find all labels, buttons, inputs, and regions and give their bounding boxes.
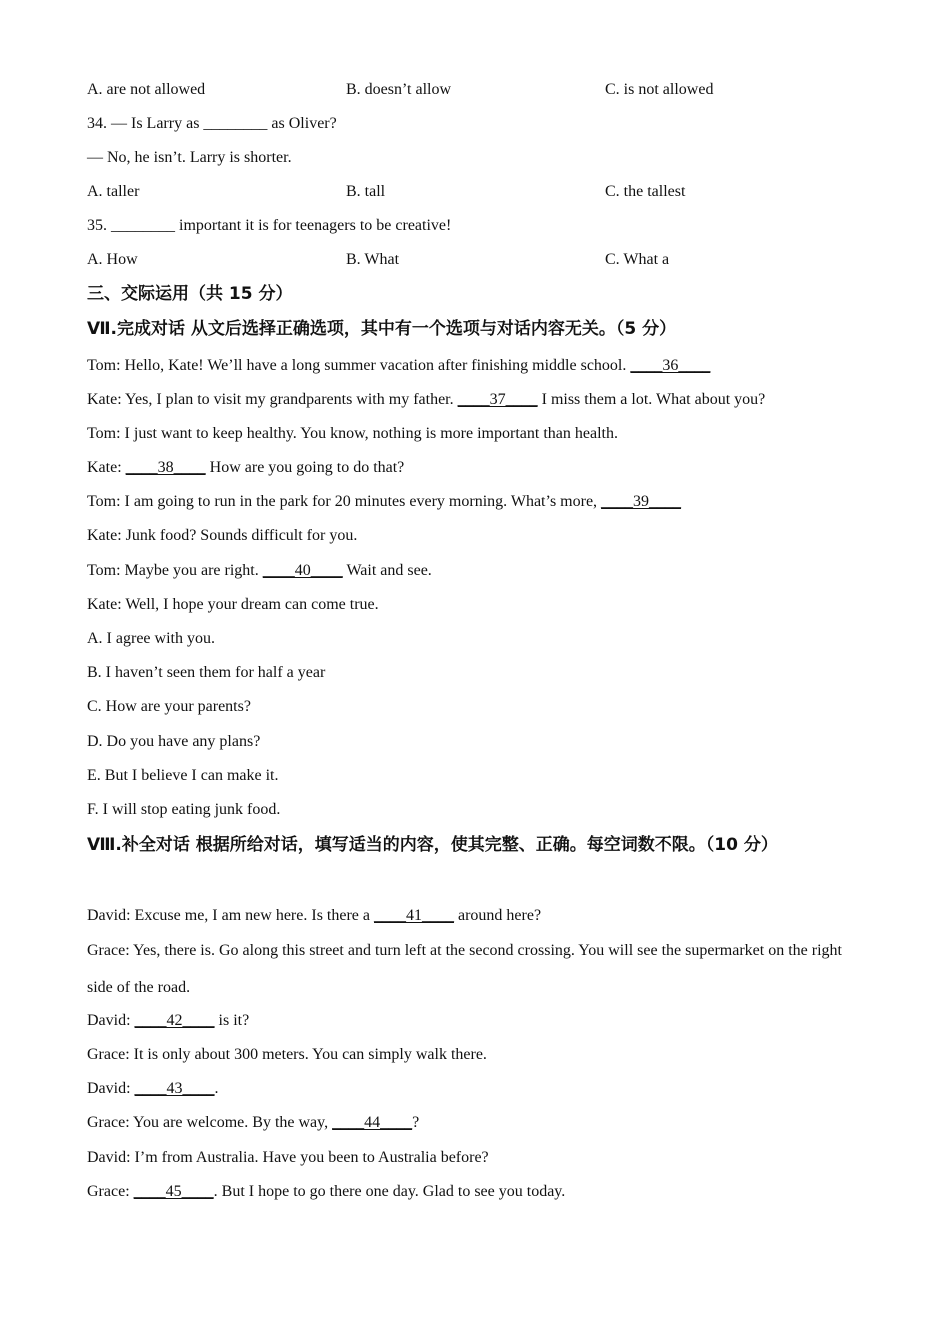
dialogue-text: David: Excuse me, I am new here. Is there a (87, 907, 374, 924)
choice-option-e: E. But I believe I can make it. (87, 767, 279, 784)
dialogue-text: Tom: Maybe you are right. (87, 562, 263, 579)
section7-title: Ⅶ.完成对话 从文后选择正确选项，其中有一个选项与对话内容无关。（5 分） (87, 319, 677, 339)
dialogue-line: Grace: It is only about 300 meters. You can simply walk there. (87, 1046, 487, 1063)
dialogue-text: Kate: Yes, I plan to visit my grandparents with my father. (87, 391, 458, 408)
answer-blank-38: ____38____ (125, 459, 206, 476)
dialogue-line (87, 458, 404, 478)
answer-blank-39: ____39____ (601, 493, 682, 510)
section8-title: Ⅷ.补全对话 根据所给对话，填写适当的内容，使其完整、正确。每空词数不限。（10 分） (87, 835, 778, 855)
dialogue-line (87, 1113, 419, 1133)
dialogue-text: Wait and see. (342, 562, 432, 579)
dialogue-line (87, 390, 765, 410)
dialogue-text: . (214, 1080, 219, 1097)
q34-reply: — No, he isn’t. Larry is shorter. (87, 149, 292, 166)
q33-option-b: B. doesn’t allow (346, 81, 452, 98)
answer-blank-36: ____36____ (630, 357, 711, 374)
q35-stem-pre: 35. (87, 217, 111, 234)
dialogue-line (87, 356, 710, 376)
choice-option-d: D. Do you have any plans? (87, 733, 261, 750)
q34-option-c: C. the tallest (605, 183, 686, 200)
q34-blank: ________ (203, 115, 268, 132)
dialogue-line: Grace: Yes, there is. Go along this street and turn left at the second crossing. You will see the supermarket on the right side of the road. (87, 942, 842, 996)
dialogue-line (87, 492, 681, 512)
q35-stem-post: important it is for teenagers to be creative! (175, 217, 452, 234)
q34-stem-pre: 34. — Is Larry as (87, 115, 204, 132)
dialogue-line (87, 1011, 249, 1031)
q35-option-a: A. How (87, 251, 138, 268)
q33-option-a: A. are not allowed (87, 81, 206, 98)
dialogue-text: Grace: (87, 1183, 134, 1200)
dialogue-line: David: I’m from Australia. Have you been to Australia before? (87, 1149, 489, 1166)
dialogue-text: Grace: You are welcome. By the way, (87, 1114, 333, 1131)
dialogue-text: Tom: I am going to run in the park for 20 minutes every morning. What’s more, (87, 493, 602, 510)
answer-blank-44: ____44____ (332, 1114, 413, 1131)
answer-blank-45: ____45____ (133, 1183, 214, 1200)
answer-blank-42: ____42____ (134, 1012, 215, 1029)
dialogue-line: Kate: Well, I hope your dream can come true. (87, 596, 379, 613)
answer-blank-37: ____37____ (457, 391, 538, 408)
choice-option-b: B. I haven’t seen them for half a year (87, 664, 326, 681)
q34-stem (87, 114, 337, 134)
q34-stem-post: as Oliver? (267, 115, 337, 132)
dialogue-line (87, 1079, 219, 1099)
dialogue-line: Tom: I just want to keep healthy. You know, nothing is more important than health. (87, 425, 618, 442)
section-heading: 三、交际运用（共 15 分） (87, 284, 293, 304)
dialogue-text: How are you going to do that? (205, 459, 405, 476)
choice-option-f: F. I will stop eating junk food. (87, 801, 281, 818)
answer-blank-41: ____41____ (374, 907, 454, 924)
dialogue-text: ? (412, 1114, 420, 1131)
q34-option-b: B. tall (346, 183, 386, 200)
dialogue-text: Tom: Hello, Kate! We’ll have a long summer vacation after finishing middle school. (87, 357, 631, 374)
q35-option-c: C. What a (605, 251, 670, 268)
dialogue-line (87, 561, 432, 581)
dialogue-line (87, 1182, 565, 1202)
choice-option-a: A. I agree with you. (87, 630, 215, 647)
answer-blank-43: ____43____ (134, 1080, 215, 1097)
dialogue-text: . But I hope to go there one day. Glad to see you today. (213, 1183, 566, 1200)
dialogue-text: is it? (214, 1012, 250, 1029)
dialogue-line (87, 906, 541, 926)
dialogue-line: Kate: Junk food? Sounds difficult for you. (87, 527, 358, 544)
dialogue-text: David: (87, 1080, 135, 1097)
choice-option-c: C. How are your parents? (87, 698, 251, 715)
q35-stem (87, 216, 451, 236)
q33-option-c: C. is not allowed (605, 81, 714, 98)
dialogue-text: I miss them a lot. What about you? (537, 391, 766, 408)
answer-blank-40: ____40____ (262, 562, 343, 579)
dialogue-text: around here? (454, 907, 542, 924)
dialogue-text: David: (87, 1012, 135, 1029)
dialogue-text: Kate: (87, 459, 126, 476)
q35-option-b: B. What (346, 251, 400, 268)
q35-blank: ________ (111, 217, 175, 234)
q34-option-a: A. taller (87, 183, 140, 200)
